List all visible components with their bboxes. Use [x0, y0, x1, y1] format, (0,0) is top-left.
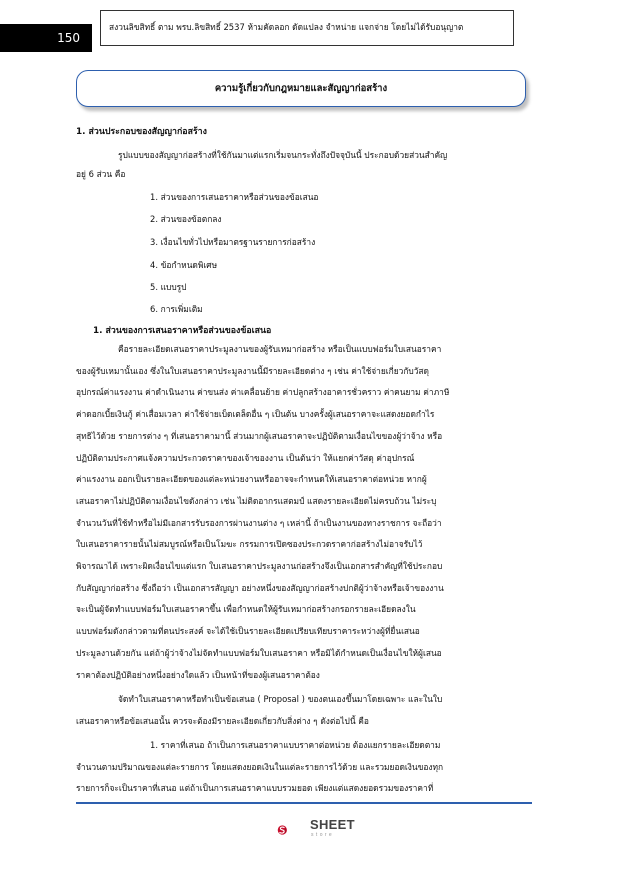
paragraph-line: ของผู้รับเหมานั้นเอง ซึ่งในใบเสนอราคาประมูลงานนี้มีรายละเอียดต่าง ๆ เช่น ค่าใช้จ่ายเกี่ยวกับวัสดุ	[76, 365, 429, 376]
paragraph-line: จะเป็นผู้จัดทำแบบฟอร์มใบเสนอราคาขึ้น เพื่อกำหนดให้ผู้รับเหมาก่อสร้างกรอกรายละเอียดลงใน	[76, 604, 416, 615]
section-intro-line: รูปแบบของสัญญาก่อสร้างที่ใช้กันมาแต่แรกเริ่มจนกระทั่งถึงปัจจุบันนี้ ประกอบด้วยส่วนสำคัญ	[118, 150, 448, 160]
list-item: 5. แบบรูป	[150, 282, 187, 292]
paragraph-line: จำนวนตามปริมาณของแต่ละรายการ โดยแสดงยอดเงินในแต่ละรายการไว้ด้วย และรวมยอดเงินของทุก	[76, 761, 444, 772]
paragraph-line: จำนวนวันที่ใช้ทำหรือไม่มีเอกสารรับรองการผ่านงานต่าง ๆ เหล่านี้ ถ้าเป็นงานของทางราชการ จะถือว่า	[76, 517, 442, 528]
paragraph-line: แบบฟอร์มดังกล่าวตามที่ตนประสงค์ จะได้ใช้เป็นรายละเอียดเปรียบเทียบราคาระหว่างผู้ที่ยื่นเสนอ	[76, 626, 420, 637]
section-intro-line: อยู่ 6 ส่วน คือ	[76, 169, 126, 179]
paragraph-line: 1. ราคาที่เสนอ ถ้าเป็นการเสนอราคาแบบราคาต่อหน่วย ต้องแยกรายละเอียดตาม	[150, 740, 441, 750]
list-item: 2. ส่วนของข้อตกลง	[150, 214, 222, 224]
paragraph-line: กับสัญญาก่อสร้าง ซึ่งถือว่า เป็นเอกสารสัญญา อย่างหนึ่งของสัญญาก่อสร้างปกติผู้ว่าจ้างหรือเจ้าของงาน	[76, 582, 444, 593]
logo-subtext: store	[311, 832, 335, 838]
paragraph-line: ปฏิบัติตามประกาศแจ้งความประกวดราคาของเจ้าของงาน เป็นต้นว่า ให้แยกค่าวัสดุ ค่าอุปกรณ์	[76, 452, 415, 463]
section-heading: 1. ส่วนประกอบของสัญญาก่อสร้าง	[76, 127, 207, 137]
page-number: 150	[0, 24, 92, 52]
copyright-notice: สงวนลิขสิทธิ์ ตาม พรบ.ลิขสิทธิ์ 2537 ห้ามคัดลอก ดัดแปลง จำหน่าย แจกจ่าย โดยไม่ได้รับอนุญาต	[100, 10, 514, 46]
paragraph-line: รายการก็จะเป็นราคาที่เสนอ แต่ถ้าเป็นการเสนอราคาแบบรวมยอด เพียงแต่แสดงยอดรวมของราคาที่	[76, 783, 434, 793]
paragraph-line: ใบเสนอราคารายนั้นไม่สมบูรณ์หรือเป็นโมฆะ กรรมการเปิดซองประกวดราคาก่อสร้างไม่อาจรับไว้	[76, 539, 423, 550]
paragraph-line: ราคาต้องปฏิบัติอย่างหนึ่งอย่างใดแล้ว เป็นหน้าที่ของผู้เสนอราคาต้อง	[76, 669, 320, 680]
sheet-store-logo-icon	[277, 815, 309, 845]
paragraph-line: ค่าดอกเบี้ยเงินกู้ ค่าเสื่อมเวลา ค่าใช้จ่ายเบ็ดเตล็ดอื่น ๆ เป็นต้น บางครั้งผู้เสนอราคาจะแสดงยอดกำไร	[76, 409, 435, 420]
paragraph-line: จัดทำใบเสนอราคาหรือทำเป็นข้อเสนอ ( Proposal ) ของตนเองขึ้นมาโดยเฉพาะ และในใบ	[118, 694, 443, 704]
list-item: 1. ส่วนของการเสนอราคาหรือส่วนของข้อเสนอ	[150, 192, 319, 202]
list-item: 6. การเพิ่มเติม	[150, 304, 203, 314]
footer-rule	[76, 802, 532, 804]
paragraph-line: อุปกรณ์ค่าแรงงาน ค่าดำเนินงาน ค่าขนส่ง ค่าเคลื่อนย้าย ค่าปลูกสร้างอาคารชั่วคราว ค่าคนยาม ค่าภาษี	[76, 387, 450, 398]
paragraph-line: สุทธิไว้ด้วย รายการต่าง ๆ ที่เสนอราคามานี้ ส่วนมากผู้เสนอราคาจะปฏิบัติตามเงื่อนไขของผู้ว่าจ้าง หรือ	[76, 430, 443, 441]
paragraph-line: เสนอราคาหรือข้อเสนอนั้น ควรจะต้องมีรายละเอียดเกี่ยวกับสิ่งต่าง ๆ ดังต่อไปนี้ คือ	[76, 715, 369, 726]
paragraph-line: เสนอราคาไม่ปฏิบัติตามเงื่อนไขดังกล่าว เช่น ไม่ติดอากรแสตมป์ แสดงรายละเอียดไม่ครบถ้วน ไม่ระบุ	[76, 495, 437, 506]
logo-text: SHEET	[310, 817, 355, 832]
paragraph-line: พิจารณาได้ เพราะผิดเงื่อนไขแต่แรก ใบเสนอราคาประมูลงานก่อสร้างจึงเป็นเอกสารสำคัญที่ใช้ประกอบ	[76, 561, 443, 571]
paragraph-line: ประมูลงานด้วยกัน แต่ถ้าผู้ว่าจ้างไม่จัดทำแบบฟอร์มใบเสนอราคา หรือมิได้กำหนดเป็นเงื่อนไขให้ผู้เสนอ	[76, 647, 442, 658]
list-item: 3. เงื่อนไขทั่วไปหรือมาตรฐานรายการก่อสร้าง	[150, 237, 316, 247]
paragraph-line: คือรายละเอียดเสนอราคาประมูลงานของผู้รับเหมาก่อสร้าง หรือเป็นแบบฟอร์มใบเสนอราคา	[118, 344, 442, 354]
list-item: 4. ข้อกำหนดพิเศษ	[150, 260, 218, 270]
chapter-title: ความรู้เกี่ยวกับกฎหมายและสัญญาก่อสร้าง	[76, 70, 526, 107]
paragraph-line: ค่าแรงงาน ออกเป็นรายละเอียดของแต่ละหน่วยงานหรืออาจจะกำหนดให้เสนอราคาต่อหน่วย หากผู้	[76, 474, 427, 485]
subsection-heading: 1. ส่วนของการเสนอราคาหรือส่วนของข้อเสนอ	[93, 326, 272, 336]
